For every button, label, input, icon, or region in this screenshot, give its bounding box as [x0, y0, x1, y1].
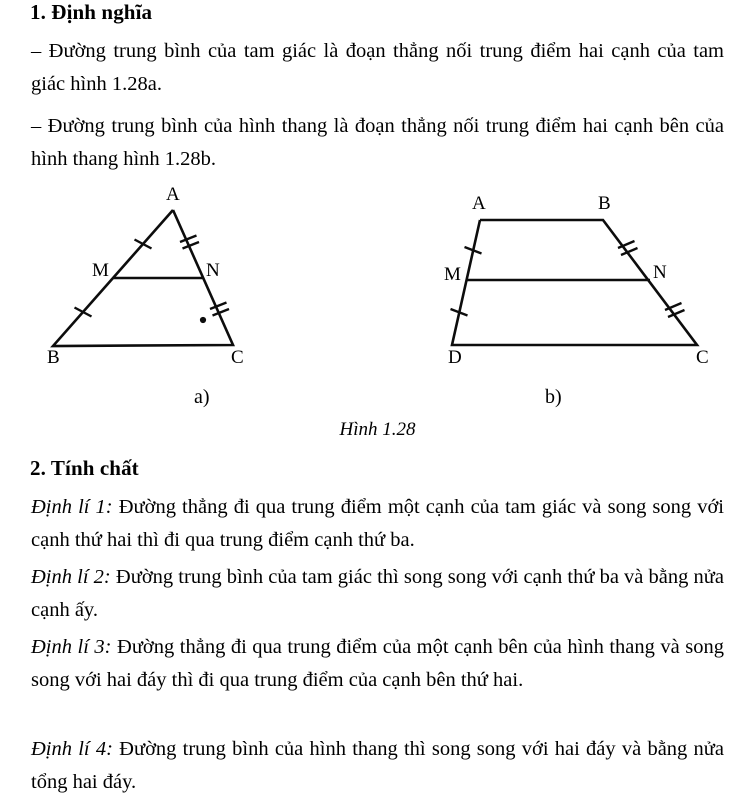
definition-paragraph-trapezoid: – Đường trung bình của hình thang là đoạn thẳng nối trung điểm hai cạnh bên của hình thang hình 1.28b. [31, 115, 724, 170]
interior-dot [200, 317, 206, 323]
figure-letter-b: b) [545, 386, 562, 408]
trapezoid-vertex-label-a: A [472, 193, 486, 214]
triangle-midpoint-label-n: N [206, 260, 220, 281]
section-heading-definition: 1. Định nghĩa [30, 0, 153, 24]
trapezoid-midpoint-label-m: M [444, 264, 461, 285]
theorem-2-label: Định lí 2: [31, 566, 111, 588]
theorem-1-label: Định lí 1: [31, 496, 113, 518]
section-heading-properties: 2. Tính chất [30, 456, 139, 480]
theorem-4-label: Định lí 4: [31, 738, 113, 760]
trapezoid-midpoint-label-n: N [653, 262, 667, 283]
theorem-3-label: Định lí 3: [31, 636, 112, 658]
theorem-1-text: Đường thẳng đi qua trung điểm một cạnh của tam giác và song song với cạnh thứ hai thì đi qua trung điểm cạnh thứ ba. [31, 496, 724, 551]
trapezoid-vertex-label-c: C [696, 347, 709, 368]
definition-paragraph-triangle: – Đường trung bình của tam giác là đoạn thẳng nối trung điểm hai cạnh của tam giác hình 1.28a. [31, 40, 724, 95]
tick-single-mb [75, 308, 92, 317]
figure-letter-a: a) [194, 386, 210, 408]
trapezoid-vertex-label-b: B [598, 193, 611, 214]
theorem-3 [31, 631, 724, 697]
theorem-4 [31, 733, 724, 799]
tick-double-an-1 [180, 236, 197, 243]
theorem-1 [31, 491, 724, 557]
triangle-vertex-label-c: C [231, 347, 244, 368]
triangle-drawing [0, 185, 340, 370]
triangle-vertex-label-b: B [47, 347, 60, 368]
figure-caption: Hình 1.28 [339, 419, 416, 440]
theorem-2-text: Đường trung bình của tam giác thì song song với cạnh thứ ba và bằng nửa cạnh ấy. [31, 566, 725, 621]
triangle-midpoint-label-m: M [92, 260, 109, 281]
theorem-2 [31, 561, 724, 627]
tick-single-am [135, 240, 152, 249]
theorem-4-text: Đường trung bình của hình thang thì song song với hai đáy và bằng nửa tổng hai đáy. [31, 738, 724, 793]
theorem-3-text: Đường thẳng đi qua trung điểm của một cạnh bên của hình thang và song song với hai đáy thì đi qua trung điểm của cạnh bên thứ hai. [31, 636, 724, 691]
figure-b-trapezoid [400, 185, 755, 370]
figure-a-triangle [0, 185, 340, 370]
tick-double-nc-1 [210, 303, 227, 310]
trapezoid-vertex-label-d: D [448, 347, 462, 368]
triangle-vertex-label-a: A [166, 184, 180, 205]
